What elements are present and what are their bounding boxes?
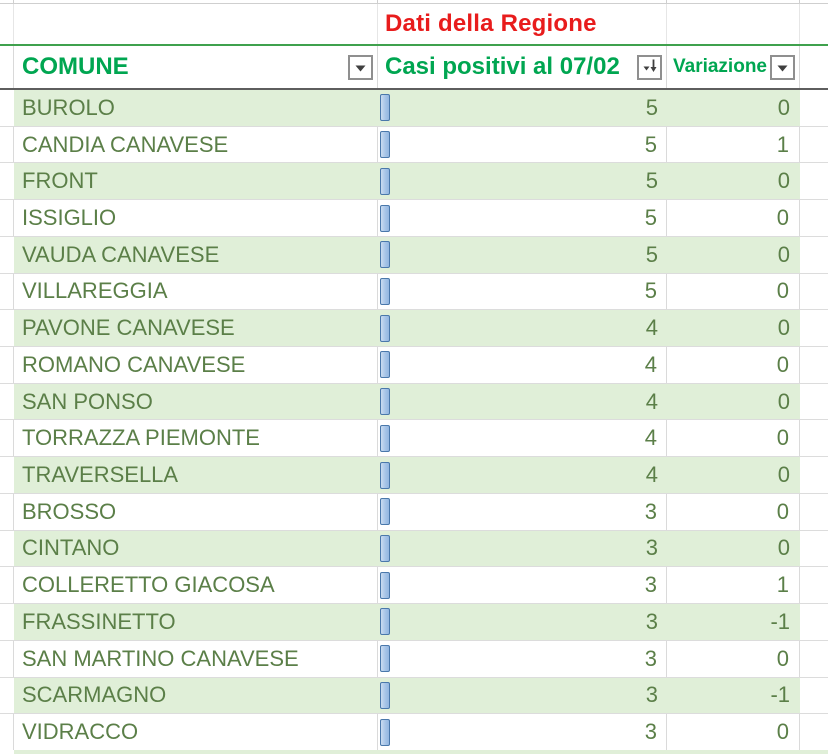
table-row: [0, 163, 828, 200]
left-gutter-cell: [0, 200, 14, 236]
right-gutter-cell: [800, 420, 828, 456]
variazione-value: 0: [777, 94, 790, 120]
variazione-value: 0: [777, 462, 790, 488]
table-row: [0, 200, 828, 237]
comune-name: FRASSINETTO: [22, 608, 176, 634]
variazione-cell[interactable]: [667, 310, 800, 346]
casi-cell[interactable]: [378, 641, 667, 677]
data-bar: [380, 462, 390, 489]
casi-value: 3: [644, 572, 657, 598]
table-row: [0, 127, 828, 164]
left-gutter-cell: [0, 457, 14, 493]
casi-sort-filter-button[interactable]: [637, 55, 662, 80]
comune-filter-button[interactable]: [348, 55, 373, 80]
casi-value: 4: [644, 351, 657, 377]
header-cell-comune[interactable]: [14, 46, 378, 88]
comune-name: VILLAREGGIA: [22, 278, 168, 304]
casi-value: 3: [645, 608, 658, 634]
comune-name: VIDRACCO: [22, 719, 139, 745]
table-row: [0, 531, 828, 568]
comune-name: BUROLO: [22, 94, 115, 120]
table-row: [0, 90, 828, 127]
data-bar: [380, 425, 390, 452]
comune-cell[interactable]: [14, 200, 378, 236]
data-bar: [380, 351, 390, 378]
table-row: [0, 310, 828, 347]
casi-cell[interactable]: [378, 237, 667, 273]
right-gutter-cell: [800, 567, 828, 603]
table-row: [0, 641, 828, 678]
variazione-cell[interactable]: [667, 641, 800, 677]
table-row: [0, 604, 828, 641]
right-gutter-cell: [800, 4, 828, 44]
casi-cell[interactable]: [378, 90, 667, 126]
comune-name: TRAVERSELLA: [22, 462, 179, 488]
right-gutter-cell: [800, 127, 828, 163]
data-bar: [380, 131, 390, 158]
comune-name: TORRAZZA PIEMONTE: [22, 425, 260, 451]
empty-cell[interactable]: [667, 4, 800, 44]
comune-cell[interactable]: [14, 678, 378, 714]
variazione-cell[interactable]: [667, 163, 800, 199]
variazione-value: -1: [770, 608, 790, 634]
casi-cell[interactable]: [378, 127, 667, 163]
comune-cell[interactable]: [14, 714, 378, 750]
comune-cell[interactable]: [14, 347, 378, 383]
right-gutter-cell: [800, 200, 828, 236]
casi-value: 5: [645, 168, 658, 194]
right-gutter-cell: [800, 46, 828, 88]
right-gutter-cell: [800, 163, 828, 199]
casi-value: 4: [645, 462, 658, 488]
variazione-value: 0: [777, 315, 790, 341]
table-row: [0, 274, 828, 311]
comune-cell[interactable]: [14, 163, 378, 199]
comune-name: CANDIA CANAVESE: [22, 131, 229, 157]
left-gutter-cell: [0, 310, 14, 346]
variazione-value: 0: [777, 535, 790, 561]
left-gutter-cell: [0, 531, 14, 567]
variazione-value: 0: [776, 645, 789, 671]
data-bar: [380, 719, 390, 746]
comune-cell[interactable]: [14, 384, 378, 420]
comune-cell[interactable]: [14, 457, 378, 493]
comune-cell[interactable]: [14, 531, 378, 567]
variazione-cell[interactable]: [667, 457, 800, 493]
left-gutter-cell: [0, 604, 14, 640]
comune-name: BROSSO: [22, 498, 117, 524]
variazione-cell[interactable]: [667, 237, 800, 273]
table-row: [0, 494, 828, 531]
left-gutter-cell: [0, 90, 14, 126]
variazione-cell[interactable]: [667, 274, 800, 310]
variazione-cell[interactable]: [667, 384, 800, 420]
variazione-value: 0: [777, 241, 790, 267]
casi-value: 3: [644, 719, 657, 745]
casi-value: 5: [644, 278, 657, 304]
right-gutter-cell: [800, 457, 828, 493]
casi-value: 5: [645, 241, 658, 267]
variazione-value: 1: [776, 131, 789, 157]
comune-name: VAUDA CANAVESE: [22, 241, 220, 267]
casi-value: 5: [644, 131, 657, 157]
right-gutter-cell: [800, 604, 828, 640]
comune-cell[interactable]: [14, 237, 378, 273]
variazione-value: 0: [776, 425, 789, 451]
comune-name: SAN PONSO: [22, 388, 153, 414]
dropdown-arrow-icon: [777, 60, 788, 75]
comune-cell[interactable]: [14, 420, 378, 456]
dropdown-arrow-icon: [355, 60, 366, 75]
right-gutter-cell: [800, 714, 828, 750]
data-bar: [380, 498, 390, 525]
header-cell-casi[interactable]: [378, 46, 667, 88]
casi-cell[interactable]: [378, 163, 667, 199]
comune-header-label: COMUNE: [22, 53, 129, 80]
left-gutter-cell: [0, 4, 14, 44]
left-gutter-cell: [0, 384, 14, 420]
data-bar: [380, 278, 390, 305]
variazione-cell[interactable]: [667, 678, 800, 714]
right-gutter-cell: [800, 384, 828, 420]
data-bar: [380, 168, 390, 195]
table-row: [0, 237, 828, 274]
casi-value: 4: [645, 315, 658, 341]
right-gutter-cell: [800, 310, 828, 346]
casi-cell[interactable]: [378, 678, 667, 714]
comune-cell[interactable]: [14, 274, 378, 310]
right-gutter-cell: [800, 641, 828, 677]
banner-row: [0, 4, 828, 44]
variazione-value: 0: [777, 168, 790, 194]
left-gutter-cell: [0, 641, 14, 677]
comune-name: PAVONE CANAVESE: [22, 315, 235, 341]
casi-value: 4: [644, 425, 657, 451]
table-row: [0, 567, 828, 604]
right-gutter-cell: [800, 494, 828, 530]
table-row: [0, 347, 828, 384]
data-bar: [380, 608, 390, 635]
variazione-value: 0: [776, 205, 789, 231]
empty-cell[interactable]: [14, 4, 378, 44]
data-bar: [380, 572, 390, 599]
variazione-cell[interactable]: [667, 531, 800, 567]
table-body: [0, 90, 828, 750]
variazione-cell[interactable]: [667, 127, 800, 163]
table-row: [0, 420, 828, 457]
variazione-value: 0: [776, 719, 789, 745]
casi-value: 5: [645, 94, 658, 120]
comune-cell[interactable]: [14, 310, 378, 346]
right-gutter-cell: [800, 237, 828, 273]
comune-cell[interactable]: [14, 90, 378, 126]
table-row: [0, 457, 828, 494]
casi-cell[interactable]: [378, 457, 667, 493]
left-gutter-cell: [0, 237, 14, 273]
comune-name: SAN MARTINO CANAVESE: [22, 645, 299, 671]
casi-cell[interactable]: [378, 604, 667, 640]
casi-cell[interactable]: [378, 714, 667, 750]
comune-name: COLLERETTO GIACOSA: [22, 572, 275, 598]
table-header-row: [0, 46, 828, 88]
sort-descending-filter-icon: [642, 58, 658, 77]
data-bar: [380, 241, 390, 268]
casi-value: 5: [644, 205, 657, 231]
variazione-cell[interactable]: [667, 90, 800, 126]
variazione-cell[interactable]: [667, 347, 800, 383]
comune-cell[interactable]: [14, 494, 378, 530]
left-gutter-cell: [0, 347, 14, 383]
casi-header-label: Casi positivi al 07/02: [385, 53, 620, 80]
casi-cell[interactable]: [378, 347, 667, 383]
left-gutter-cell: [0, 46, 14, 88]
right-gutter-cell: [800, 0, 828, 3]
left-gutter-cell: [0, 567, 14, 603]
left-gutter-cell: [0, 494, 14, 530]
variazione-cell[interactable]: [667, 714, 800, 750]
variazione-value: 1: [776, 572, 789, 598]
left-gutter-cell: [0, 678, 14, 714]
variazione-cell[interactable]: [667, 420, 800, 456]
variazione-cell[interactable]: [667, 567, 800, 603]
casi-cell[interactable]: [378, 200, 667, 236]
banner-cell[interactable]: [378, 4, 667, 44]
right-gutter-cell: [800, 90, 828, 126]
casi-cell[interactable]: [378, 531, 667, 567]
left-gutter-cell: [0, 127, 14, 163]
data-bar: [380, 315, 390, 342]
left-gutter-cell: [0, 0, 14, 3]
casi-value: 3: [644, 498, 657, 524]
variazione-value: -1: [770, 682, 790, 708]
data-bar: [380, 94, 390, 121]
variazione-value: 0: [776, 498, 789, 524]
variazione-filter-button[interactable]: [770, 55, 795, 80]
variazione-value: 0: [777, 388, 790, 414]
comune-cell[interactable]: [14, 604, 378, 640]
casi-column-strip: [378, 0, 667, 3]
table-row: [0, 678, 828, 715]
comune-name: FRONT: [22, 168, 98, 194]
left-gutter-cell: [0, 714, 14, 750]
right-gutter-cell: [800, 678, 828, 714]
table-row: [0, 714, 828, 750]
comune-name: ROMANO CANAVESE: [22, 351, 246, 377]
region-banner-title: Dati della Regione: [385, 10, 597, 37]
comune-name: CINTANO: [22, 535, 120, 561]
casi-cell[interactable]: [378, 310, 667, 346]
comune-name: ISSIGLIO: [22, 205, 117, 231]
comune-cell[interactable]: [14, 127, 378, 163]
left-gutter-cell: [0, 420, 14, 456]
comune-cell[interactable]: [14, 641, 378, 677]
right-gutter-cell: [800, 347, 828, 383]
data-bar: [380, 205, 390, 232]
casi-value: 4: [645, 388, 658, 414]
casi-cell[interactable]: [378, 494, 667, 530]
variazione-value: 0: [776, 351, 789, 377]
casi-cell[interactable]: [378, 274, 667, 310]
casi-cell[interactable]: [378, 384, 667, 420]
comune-column-strip: [14, 0, 378, 3]
variazione-cell[interactable]: [667, 200, 800, 236]
left-gutter-cell: [0, 163, 14, 199]
header-cell-variazione[interactable]: [667, 46, 800, 88]
variazione-cell[interactable]: [667, 494, 800, 530]
comune-cell[interactable]: [14, 567, 378, 603]
comune-name: SCARMAGNO: [22, 682, 167, 708]
data-bar: [380, 535, 390, 562]
data-bar: [380, 682, 390, 709]
data-bar: [380, 388, 390, 415]
data-bar: [380, 645, 390, 672]
variazione-value: 0: [776, 278, 789, 304]
left-gutter-cell: [0, 274, 14, 310]
variazione-cell[interactable]: [667, 604, 800, 640]
next-row-edge: [14, 750, 828, 754]
casi-value: 3: [644, 645, 657, 671]
casi-value: 3: [645, 535, 658, 561]
variazione-header-label: Variazione: [673, 56, 767, 77]
right-gutter-cell: [800, 274, 828, 310]
table-row: [0, 384, 828, 421]
casi-cell[interactable]: [378, 420, 667, 456]
variazione-column-strip: [667, 0, 800, 3]
right-gutter-cell: [800, 531, 828, 567]
casi-value: 3: [645, 682, 658, 708]
casi-cell[interactable]: [378, 567, 667, 603]
